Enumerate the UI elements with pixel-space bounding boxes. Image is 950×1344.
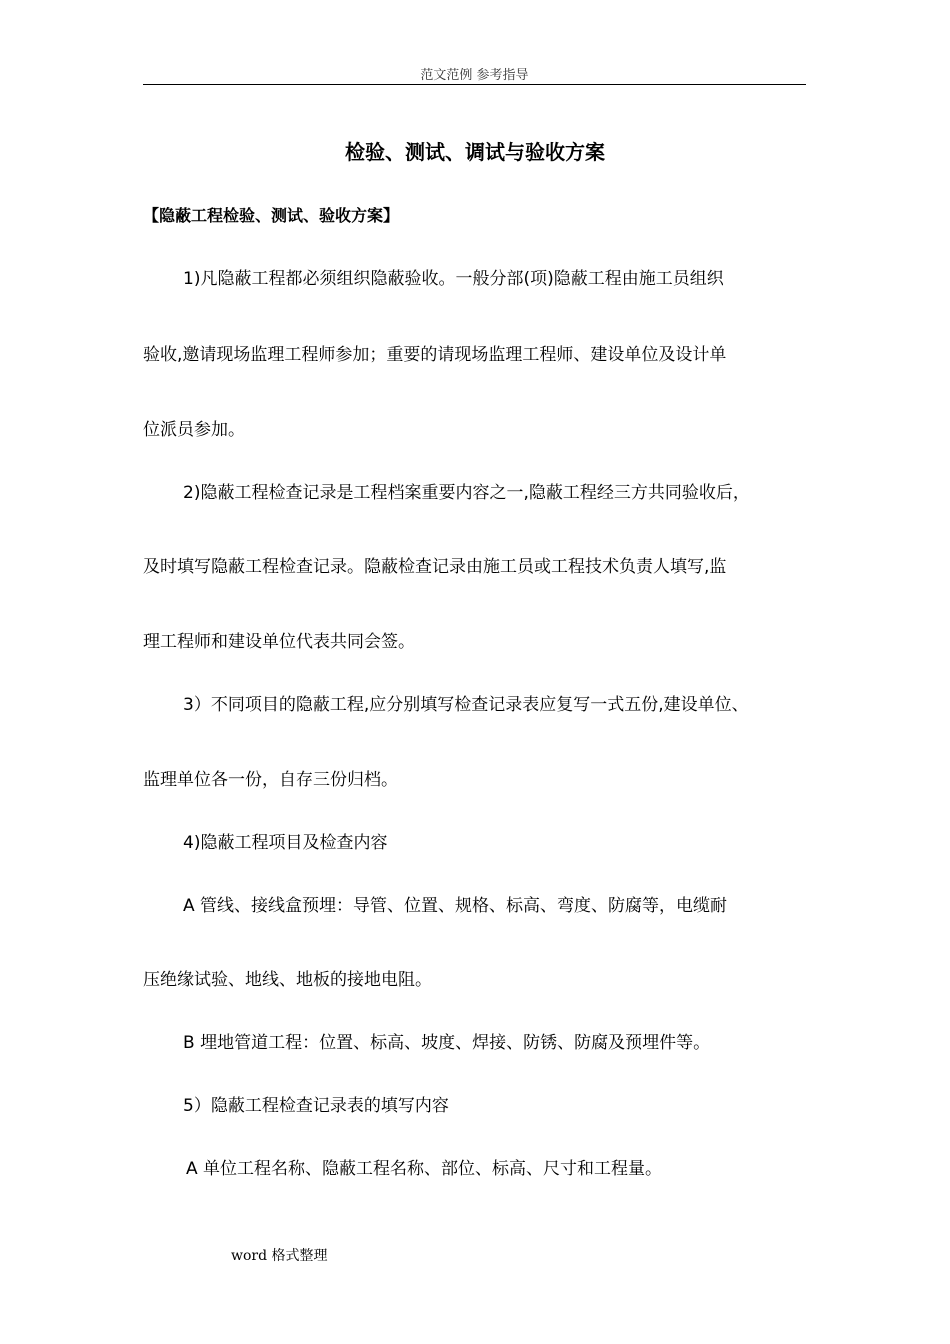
paragraph-line: 位派员参加。 bbox=[143, 420, 245, 440]
paragraph-line: 3）不同项目的隐蔽工程,应分别填写检查记录表应复写一式五份,建设单位、 bbox=[183, 695, 749, 715]
paragraph-line: A 单位工程名称、隐蔽工程名称、部位、标高、尺寸和工程量。 bbox=[186, 1159, 663, 1179]
page-header bbox=[143, 64, 806, 85]
paragraph-line: 压绝缘试验、地线、地板的接地电阻。 bbox=[143, 970, 432, 990]
paragraph-line: 4)隐蔽工程项目及检查内容 bbox=[183, 833, 388, 853]
paragraph-line: 2)隐蔽工程检查记录是工程档案重要内容之一,隐蔽工程经三方共同验收后， bbox=[183, 483, 750, 503]
paragraph-line: 1)凡隐蔽工程都必须组织隐蔽验收。一般分部(项)隐蔽工程由施工员组织 bbox=[183, 269, 724, 289]
paragraph-line: A 管线、接线盒预埋：导管、位置、规格、标高、弯度、防腐等，电缆耐 bbox=[183, 896, 728, 916]
paragraph-line: 5）隐蔽工程检查记录表的填写内容 bbox=[183, 1096, 449, 1116]
paragraph-line: 理工程师和建设单位代表共同会签。 bbox=[143, 632, 415, 652]
paragraph-line: B 埋地管道工程：位置、标高、坡度、焊接、防锈、防腐及预埋件等。 bbox=[183, 1033, 711, 1053]
paragraph-line: 监理单位各一份，自存三份归档。 bbox=[143, 770, 398, 790]
page-footer: word 格式整理 bbox=[231, 1248, 328, 1264]
header-text: 范文范例 参考指导 bbox=[420, 68, 529, 83]
paragraph-line: 验收,邀请现场监理工程师参加；重要的请现场监理工程师、建设单位及设计单 bbox=[143, 345, 727, 365]
document-title: 检验、测试、调试与验收方案 bbox=[345, 140, 605, 164]
paragraph-line: 及时填写隐蔽工程检查记录。隐蔽检查记录由施工员或工程技术负责人填写,监 bbox=[143, 557, 727, 577]
section-heading: 【隐蔽工程检验、测试、验收方案】 bbox=[143, 206, 400, 225]
